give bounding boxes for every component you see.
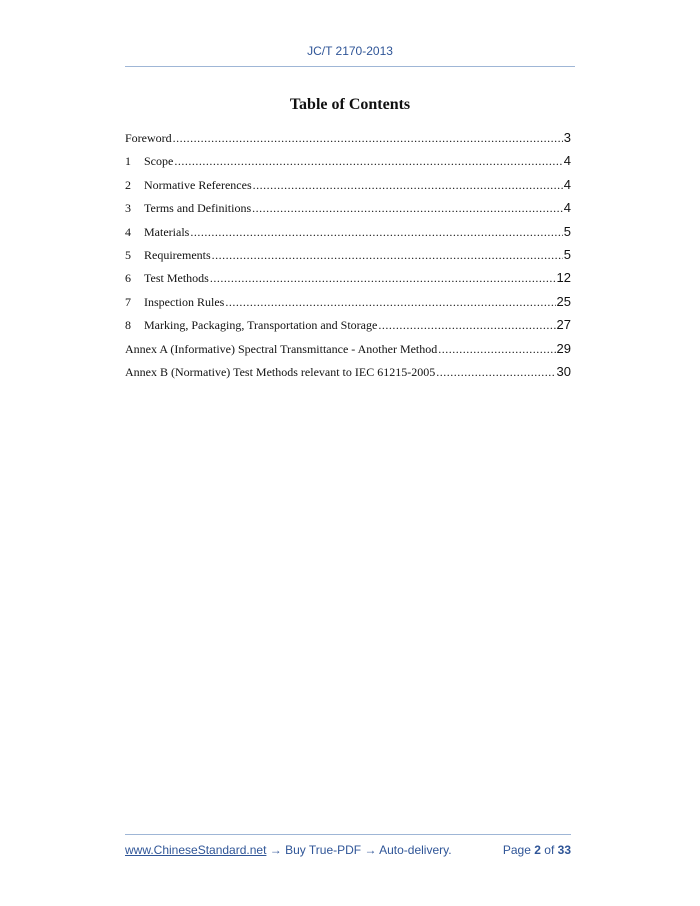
toc-entry-number: 7 bbox=[125, 294, 131, 309]
toc-dot-leader bbox=[253, 174, 563, 197]
toc-entry-label: Terms and Definitions bbox=[144, 201, 252, 216]
toc-entry-normative-references[interactable] bbox=[125, 173, 571, 196]
toc-entry-page: 5 bbox=[563, 246, 571, 262]
toc-dot-leader bbox=[212, 244, 563, 267]
toc-dot-leader bbox=[225, 291, 555, 314]
total-page-count: 33 bbox=[557, 843, 571, 857]
toc-dot-leader bbox=[438, 338, 555, 361]
toc-entry-page: 5 bbox=[563, 223, 571, 239]
toc-entry-marking-packaging[interactable] bbox=[125, 313, 571, 336]
toc-entry-label: Annex B (Normative) Test Methods relevant to IEC 61215-2005 bbox=[125, 364, 436, 379]
toc-entry-page: 30 bbox=[556, 363, 571, 379]
toc-entry-number: 2 bbox=[125, 177, 131, 192]
footer-promo bbox=[125, 843, 452, 857]
toc-entry-page: 4 bbox=[563, 176, 571, 192]
page-of-word: of bbox=[544, 843, 555, 857]
chinesestandard-link[interactable]: www.ChineseStandard.net bbox=[125, 843, 267, 857]
toc-entry-scope[interactable] bbox=[125, 149, 571, 172]
toc-entry-label: Inspection Rules bbox=[144, 294, 225, 309]
toc-entry-label: Test Methods bbox=[144, 271, 209, 286]
toc-dot-leader bbox=[378, 314, 555, 337]
toc-entry-page: 25 bbox=[556, 293, 571, 309]
toc-dot-leader bbox=[173, 127, 563, 150]
toc-entry-terms-and-definitions[interactable] bbox=[125, 196, 571, 219]
toc-entry-materials[interactable] bbox=[125, 220, 571, 243]
toc-entry-page: 29 bbox=[556, 340, 571, 356]
table-of-contents bbox=[125, 126, 571, 383]
toc-entry-page: 4 bbox=[563, 153, 571, 169]
toc-entry-label: Marking, Packaging, Transportation and Storage bbox=[144, 318, 378, 333]
toc-entry-label: Foreword bbox=[125, 131, 172, 145]
toc-entry-label: Normative References bbox=[144, 177, 252, 192]
toc-dot-leader bbox=[210, 267, 556, 290]
toc-entry-foreword[interactable] bbox=[125, 126, 571, 149]
toc-entry-requirements[interactable] bbox=[125, 243, 571, 266]
current-page-number: 2 bbox=[534, 843, 541, 857]
toc-entry-number: 6 bbox=[125, 271, 131, 286]
toc-entry-number: 3 bbox=[125, 201, 131, 216]
toc-entry-number: 8 bbox=[125, 318, 131, 333]
toc-dot-leader bbox=[436, 361, 555, 384]
toc-entry-inspection-rules[interactable] bbox=[125, 290, 571, 313]
footer-promo-text: → Buy True-PDF → Auto-delivery. bbox=[266, 843, 452, 857]
toc-entry-page: 3 bbox=[563, 130, 571, 145]
toc-entry-number: 5 bbox=[125, 247, 131, 262]
toc-entry-number: 1 bbox=[125, 154, 131, 169]
page-indicator bbox=[503, 843, 571, 857]
toc-title: Table of Contents bbox=[289, 96, 411, 113]
footer-divider bbox=[125, 834, 571, 835]
toc-entry-page: 27 bbox=[556, 317, 571, 333]
toc-entry-page: 12 bbox=[556, 270, 571, 286]
page-word: Page bbox=[502, 843, 531, 857]
header-divider bbox=[125, 66, 575, 67]
toc-entry-annex-a[interactable] bbox=[125, 337, 571, 360]
toc-dot-leader bbox=[174, 150, 562, 173]
toc-entry-label: Annex A (Informative) Spectral Transmittance - Another Method bbox=[125, 341, 438, 356]
toc-entry-test-methods[interactable] bbox=[125, 266, 571, 289]
document-code-header: JC/T 2170-2013 bbox=[307, 44, 393, 58]
toc-entry-label: Materials bbox=[144, 224, 190, 239]
toc-entry-label: Requirements bbox=[144, 247, 211, 262]
page-footer bbox=[125, 843, 571, 857]
toc-dot-leader bbox=[252, 197, 563, 220]
toc-entry-label: Scope bbox=[144, 154, 174, 169]
toc-entry-number: 4 bbox=[125, 224, 131, 239]
toc-entry-page: 4 bbox=[563, 200, 571, 216]
toc-dot-leader bbox=[190, 221, 562, 244]
toc-entry-annex-b[interactable] bbox=[125, 360, 571, 383]
